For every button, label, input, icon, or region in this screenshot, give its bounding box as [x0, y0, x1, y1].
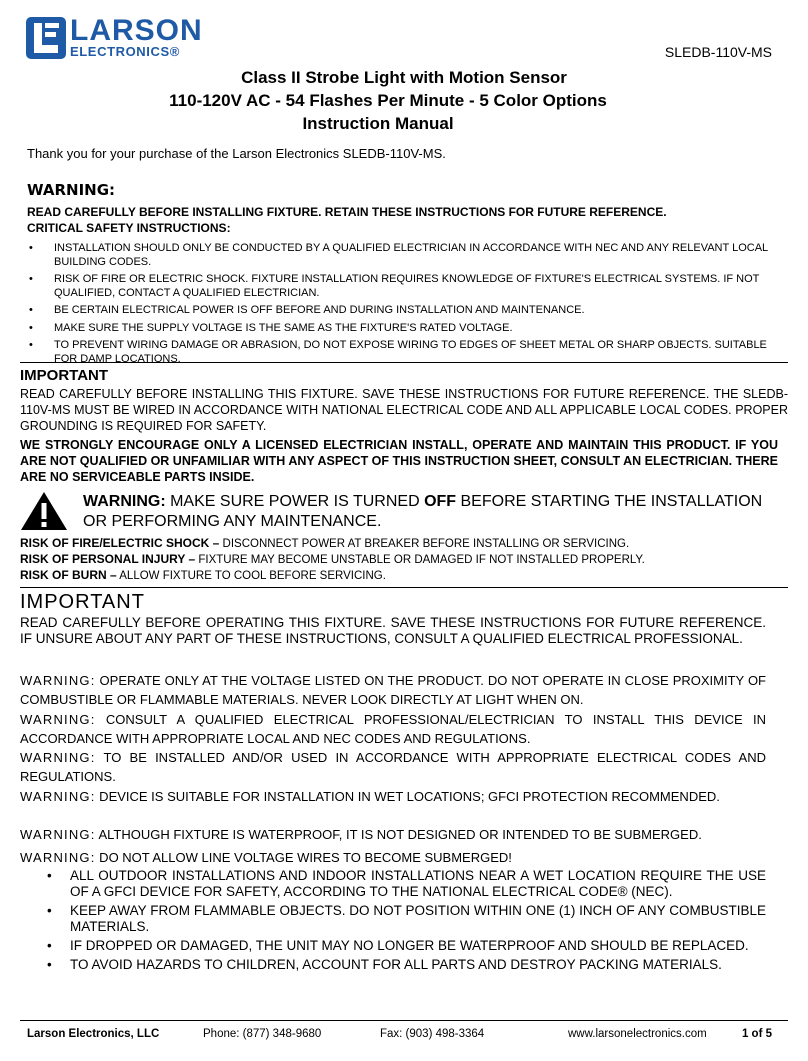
operating-paragraph: READ CAREFULLY BEFORE OPERATING THIS FIXTURE. SAVE THESE INSTRUCTIONS FOR FUTURE REFERENCE. IF UNSURE ABOUT ANY PART OF THESE INSTRUCTIONS, CONSULT A QUALIFIED ELECTRICAL PROFESSIONAL. [20, 615, 766, 646]
list-item: • RISK OF FIRE OR ELECTRIC SHOCK. FIXTURE INSTALLATION REQUIRES KNOWLEDGE OF FIXTURE'S ELECTRICAL SYSTEMS. IF NOT QUALIFIED, CONTACT A QUALIFIED ELECTRICIAN. [27, 273, 777, 300]
footer-company: Larson Electronics, LLC [27, 1028, 160, 1040]
thank-you-text: Thank you for your purchase of the Larson Electronics SLEDB-110V-MS. [27, 146, 446, 161]
warning-line: WARNING: TO BE INSTALLED AND/OR USED IN ACCORDANCE WITH APPROPRIATE ELECTRICAL CODES AND REGULATIONS. [20, 750, 766, 784]
power-off-warning: WARNING: MAKE SURE POWER IS TURNED OFF BEFORE STARTING THE INSTALLATION OR PERFORMING ANY MAINTENANCE. [83, 493, 763, 530]
warning-line: WARNING: DO NOT ALLOW LINE VOLTAGE WIRES TO BECOME SUBMERGED! [20, 850, 512, 865]
licensed-electrician-paragraph: WE STRONGLY ENCOURAGE ONLY A LICENSED ELECTRICIAN INSTALL, OPERATE AND MAINTAIN THIS PRODUCT. IF YOU ARE NOT QUALIFIED OR UNFAMILIAR WITH ANY ASPECT OF THIS INSTRUCTION SHEET, CONSULT AN ELECTRICIAN. THERE ARE NO SERVICEABLE PARTS INSIDE. [20, 438, 778, 484]
warning-label: WARNING: [83, 493, 166, 510]
footer-phone: Phone: (877) 348-9680 [203, 1028, 322, 1040]
larson-logo [26, 14, 203, 59]
list-item: • IF DROPPED OR DAMAGED, THE UNIT MAY NO LONGER BE WATERPROOF AND SHOULD BE REPLACED. [20, 938, 766, 954]
critical-safety-heading: CRITICAL SAFETY INSTRUCTIONS: [27, 221, 231, 235]
divider [20, 362, 788, 363]
title-line-3: Instruction Manual [302, 114, 454, 133]
warning-line: WARNING: CONSULT A QUALIFIED ELECTRICAL PROFESSIONAL/ELECTRICIAN TO INSTALL THIS DEVICE IN ACCORDANCE WITH APPROPRIATE LOCAL AND NEC CODES AND REGULATIONS. [20, 712, 766, 746]
list-item: • INSTALLATION SHOULD ONLY BE CONDUCTED BY A QUALIFIED ELECTRICIAN IN ACCORDANCE WITH NEC AND ANY RELEVANT LOCAL BUILDING CODES. [27, 242, 777, 269]
safety-instructions-list [27, 242, 777, 370]
logo-name: LARSON [70, 14, 203, 47]
warning-heading: WARNING: [27, 181, 116, 199]
list-item: • ALL OUTDOOR INSTALLATIONS AND INDOOR INSTALLATIONS NEAR A WET LOCATION REQUIRE THE USE OF A GFCI DEVICE FOR SAFETY, ACCORDING TO THE NATIONAL ELECTRICAL CODE® (NEC). [20, 868, 766, 900]
title-line-1: Class II Strobe Light with Motion Sensor [241, 68, 567, 87]
risk-burn: RISK OF BURN – ALLOW FIXTURE TO COOL BEFORE SERVICING. [20, 568, 386, 582]
title-line-2: 110-120V AC - 54 Flashes Per Minute - 5 Color Options [169, 91, 607, 110]
precautions-list [20, 868, 766, 976]
footer-website: www.larsonelectronics.com [568, 1028, 707, 1040]
list-item: • TO PREVENT WIRING DAMAGE OR ABRASION, DO NOT EXPOSE WIRING TO EDGES OF SHEET METAL OR SHARP OBJECTS. SUITABLE FOR DAMP LOCATIONS. [27, 339, 777, 366]
document-id: SLEDB-110V-MS [664, 44, 772, 60]
warning-line: WARNING: DEVICE IS SUITABLE FOR INSTALLATION IN WET LOCATIONS; GFCI PROTECTION RECOMMENDED. [20, 789, 720, 804]
list-item: • KEEP AWAY FROM FLAMMABLE OBJECTS. DO NOT POSITION WITHIN ONE (1) INCH OF ANY COMBUSTIBLE MATERIALS. [20, 903, 766, 935]
important-heading: IMPORTANT [20, 367, 109, 384]
warning-line: WARNING: OPERATE ONLY AT THE VOLTAGE LISTED ON THE PRODUCT. DO NOT OPERATE IN CLOSE PROXIMITY OF COMBUSTIBLE OR FLAMMABLE MATERIALS. NEVER LOOK DIRECTLY AT LIGHT WHEN ON. [20, 673, 766, 707]
page-number: 1 of 5 [741, 1028, 772, 1040]
list-item: • TO AVOID HAZARDS TO CHILDREN, ACCOUNT FOR ALL PARTS AND DESTROY PACKING MATERIALS. [20, 957, 766, 973]
important-paragraph: READ CAREFULLY BEFORE INSTALLING THIS FIXTURE. SAVE THESE INSTRUCTIONS FOR FUTURE REFERENCE. THE SLEDB-110V-MS MUST BE WIRED IN ACCORDANCE WITH NATIONAL ELECTRICAL CODE AND ALL APPLICABLE LOCAL CODES. PROPER GROUNDING IS REQUIRED FOR SAFETY. [20, 387, 788, 433]
risk-fire-shock: RISK OF FIRE/ELECTRIC SHOCK – DISCONNECT POWER AT BREAKER BEFORE INSTALLING OR SERVICING. [20, 536, 630, 550]
warning-triangle-icon [20, 491, 68, 531]
logo-mark-icon [26, 17, 66, 59]
warning-line: WARNING: ALTHOUGH FIXTURE IS WATERPROOF, IT IS NOT DESIGNED OR INTENDED TO BE SUBMERGED. [20, 827, 702, 842]
list-item: • BE CERTAIN ELECTRICAL POWER IS OFF BEFORE AND DURING INSTALLATION AND MAINTENANCE. [27, 304, 777, 318]
divider [20, 587, 788, 588]
footer-divider [20, 1020, 788, 1021]
footer-fax: Fax: (903) 498-3364 [380, 1028, 485, 1040]
important-heading-2: IMPORTANT [20, 591, 145, 613]
list-item: • MAKE SURE THE SUPPLY VOLTAGE IS THE SAME AS THE FIXTURE'S RATED VOLTAGE. [27, 322, 777, 336]
risk-personal-injury: RISK OF PERSONAL INJURY – FIXTURE MAY BECOME UNSTABLE OR DAMAGED IF NOT INSTALLED PROPERLY. [20, 552, 645, 566]
logo-subtitle: ELECTRONICS® [70, 44, 180, 59]
read-carefully-text: READ CAREFULLY BEFORE INSTALLING FIXTURE. RETAIN THESE INSTRUCTIONS FOR FUTURE REFERENCE. [27, 205, 667, 219]
